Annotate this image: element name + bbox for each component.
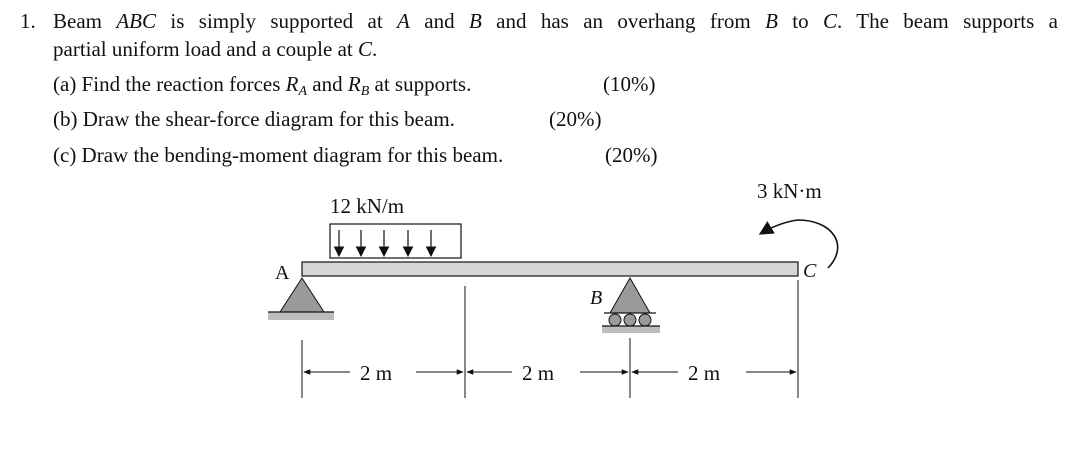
part-a-weight: (10%) [603,72,656,96]
text-var: B [765,9,778,33]
reaction-subscript: A [298,84,308,99]
distributed-load [330,224,461,258]
roller-support-b [602,278,660,333]
text-segment: and [409,9,469,33]
moment-label: 3 kN·m [757,179,822,203]
span-label-bc: 2 m [688,361,721,385]
beam [302,262,798,276]
text-var: C [357,37,372,61]
text-segment: Beam [53,9,117,33]
part-c-weight: (20%) [605,143,658,167]
point-a-label: A [275,262,290,284]
reaction-symbol: R [347,72,361,96]
load-label: 12 kN/m [330,194,405,218]
reaction-subscript: B [360,84,370,99]
part-c-text: (c) Draw the bending-moment diagram for this beam. [53,143,504,167]
couple-arrow [760,220,838,268]
point-b-label: B [590,287,603,309]
text-segment: is simply supported at [156,9,398,33]
problem-number: 1. [20,9,36,33]
text-var: A [397,9,410,33]
pin-support-a [268,278,334,320]
text-segment: and [307,72,348,96]
text-var: B [468,9,482,33]
text-segment: and has an overhang from [481,9,766,33]
text-segment: . [372,37,378,61]
part-a-text: (a) Find the reaction forces [53,72,286,96]
reaction-symbol: R [285,72,299,96]
text-segment: . The beam supports a [837,9,1058,33]
point-c-label: C [803,260,817,282]
span-label-ab-right: 2 m [522,361,555,385]
text-var: ABC [116,9,157,33]
part-b-text: (b) Draw the shear-force diagram for this beam. [53,107,455,131]
text-segment: at supports. [369,72,472,96]
text-var: C [822,9,837,33]
part-b-weight: (20%) [549,107,602,131]
text-segment: to [777,9,823,33]
span-label-ab-left: 2 m [360,361,393,385]
text-segment: partial uniform load and a couple at [53,37,358,61]
